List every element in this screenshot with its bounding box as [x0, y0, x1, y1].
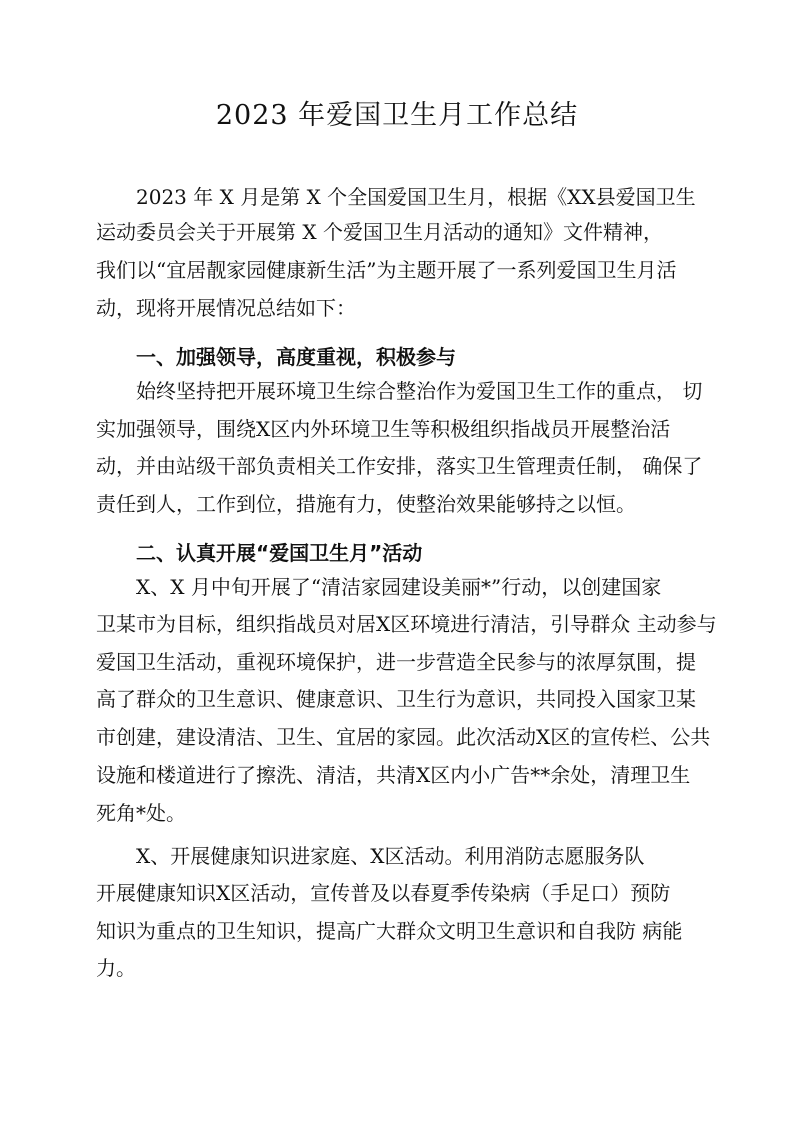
- intro-line-3: 我们以“宜居靓家园健康新生活”为主题开展了一系列爱国卫生月活: [96, 258, 677, 282]
- intro-line-1: 2023 年 X 月是第 X 个全国爱国卫生月，根据《XX县爱国卫生: [136, 185, 696, 209]
- section-2-para-1-line-1: X、X 月中旬开展了“清洁家园建设美丽*”行动，以创建国家: [136, 575, 662, 599]
- section-1-heading: 一、加强领导，高度重视，积极参与: [136, 345, 456, 369]
- section-1-line-1: 始终坚持把开展环境卫生综合整治作为爱国卫生工作的重点， 切: [136, 379, 703, 403]
- section-2-para-2-line-4: 力。: [96, 956, 136, 980]
- section-2-para-1-line-7: 死角*处。: [96, 801, 186, 825]
- section-2-para-1-line-6: 设施和楼道进行了擦洗、清洁，共清X区内小广告**余处，清理卫生: [96, 763, 691, 787]
- section-1-line-2: 实加强领导，围绕X区内外环境卫生等积极组织指战员开展整治活: [96, 417, 671, 441]
- section-1-line-3: 动，并由站级干部负责相关工作安排，落实卫生管理责任制， 确保了: [96, 454, 703, 478]
- section-2-para-1-line-5: 市创建，建设清洁、卫生、宜居的家园。此次活动X区的宣传栏、公共: [96, 725, 711, 749]
- section-1-line-4: 责任到人，工作到位，措施有力，使整治效果能够持之以恒。: [96, 492, 636, 516]
- section-2-para-2-line-1: X、开展健康知识进家庭、X区活动。利用消防志愿服务队: [136, 844, 645, 868]
- section-2-para-1-line-4: 高了群众的卫生意识、健康意识、卫生行为意识，共同投入国家卫某: [96, 687, 696, 711]
- section-2-para-2-line-3: 知识为重点的卫生知识，提高广大群众文明卫生意识和自我防 病能: [96, 919, 683, 943]
- intro-line-4: 动，现将开展情况总结如下：: [96, 296, 356, 320]
- section-2-para-2-line-2: 开展健康知识X区活动，宣传普及以春夏季传染病（手足口）预防: [96, 881, 671, 905]
- section-2-heading: 二、认真开展“爱国卫生月”活动: [136, 541, 423, 565]
- document-title: 2023 年爱国卫生月工作总结: [215, 100, 579, 131]
- section-2-para-1-line-2: 卫某市为目标，组织指战员对居X区环境进行清洁，引导群众 主动参与: [96, 612, 717, 636]
- intro-line-2: 运动委员会关于开展第 X 个爱国卫生月活动的通知》文件精神，: [96, 220, 663, 244]
- section-2-para-1-line-3: 爱国卫生活动，重视环境保护，进一步营造全民参与的浓厚氛围，提: [96, 650, 696, 674]
